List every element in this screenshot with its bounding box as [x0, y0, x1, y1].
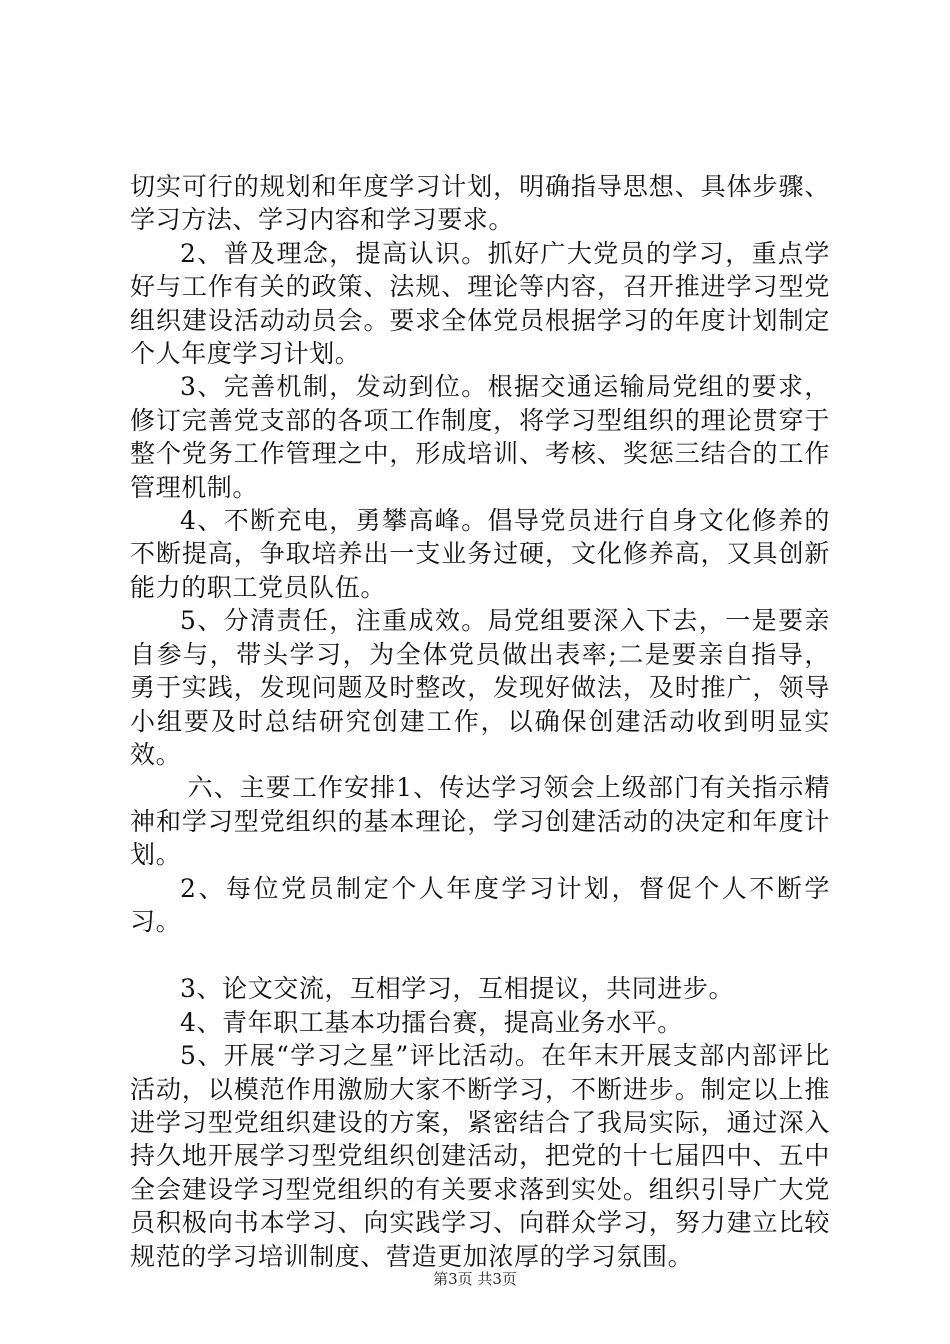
paragraph-item-2: 2、普及理念，提高认识。抓好广大党员的学习，重点学好与工作有关的政策、法规、理论等内容，召开推进学习型党组织建设活动动员会。要求全体党员根据学习的年度计划制定个人年度学习计划。	[130, 238, 830, 369]
paragraph-item-3: 3、完善机制，发动到位。根据交通运输局党组的要求，修订完善党支部的各项工作制度，将学习型组织的理论贯穿于整个党务工作管理之中，形成培训、考核、奖惩三结合的工作管理机制。	[130, 372, 830, 502]
page-number-footer: 第3页 共3页	[433, 1270, 517, 1288]
paragraph-arrangement-4: 4、青年职工基本功擂台赛，提高业务水平。	[180, 1007, 683, 1037]
paragraph-arrangement-3: 3、论文交流，互相学习，互相提议，共同进步。	[180, 974, 735, 1004]
paragraph-arrangement-2: 2、每位党员制定个人年度学习计划，督促个人不断学习。	[130, 873, 830, 936]
paragraph-item-5: 5、分清责任，注重成效。局党组要深入下去，一是要亲自参与，带头学习，为全体党员做出表率;二是要亲自指导，勇于实践，发现问题及时整改，发现好做法，及时推广，领导小组要及时总结研究创建工作，以确保创建活动收到明显实效。	[130, 606, 830, 769]
document-body	[130, 170, 830, 1273]
paragraph-continuation: 切实可行的规划和年度学习计划，明确指导思想、具体步骤、学习方法、学习内容和学习要求。	[130, 172, 830, 235]
paragraph-item-4: 4、不断充电，勇攀高峰。倡导党员进行自身文化修养的不断提高，争取培养出一支业务过硬，文化修养高，又具创新能力的职工党员队伍。	[130, 506, 830, 602]
paragraph-section-six: 六、主要工作安排1、传达学习领会上级部门有关指示精神和学习型党组织的基本理论，学习创建活动的决定和年度计划。	[130, 773, 830, 870]
paragraph-arrangement-5: 5、开展“学习之星”评比活动。在年末开展支部内部评比活动，以模范作用激励大家不断学习，不断进步。制定以上推进学习型党组织建设的方案，紧密结合了我局实际，通过深入持久地开展学习型党组织创建活动，把党的十七届四中、五中全会建设学习型党组织的有关要求落到实处。组织引导广大党员积极向书本学习、向实践学习、向群众学习，努力建立比较规范的学习培训制度、营造更加浓厚的学习氛围。	[130, 1041, 830, 1271]
